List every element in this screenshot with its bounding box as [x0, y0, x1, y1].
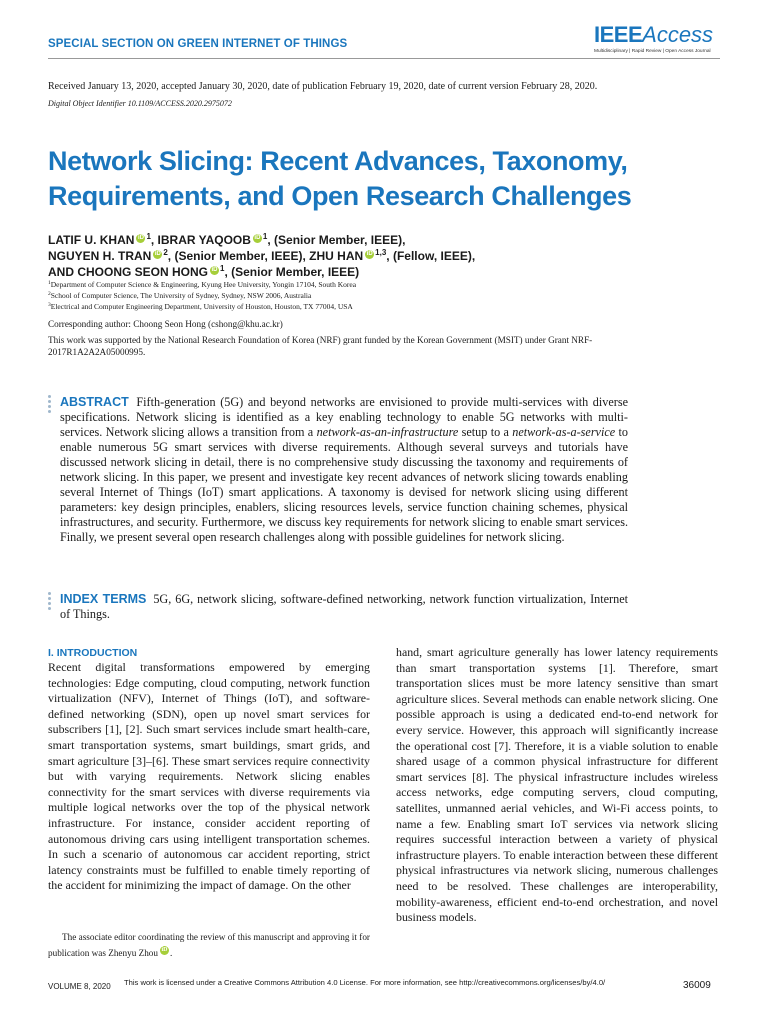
funding-note: This work was supported by the National Research Foundation of Korea (NRF) grant funded by the Korean Government (MSIT) under Grant NRF-2017R1A2A2A05000995. [48, 335, 593, 357]
author-sup: 1 [262, 232, 268, 241]
ieee-access-logo [594, 22, 724, 56]
section-dots-icon [48, 592, 52, 612]
logo-tagline: Multidisciplinary | Rapid Review | Open Access Journal [594, 49, 711, 54]
intro-paragraph: hand, smart agriculture generally has lower latency requirements than smart transportation systems [1]. Therefore, smart transportation slices must be more latency sensitive than smart agriculture slices. Several methods can enable network slicing. One possible approach is using a dedicated end-to-end network for every service. However, this approach will significantly increase the operational cost [7]. Therefore, it is a viable solution to enable shared usage of a common physical infrastructure for different smart services [8]. The physical infrastructure includes wireless access networks, edge computing servers, cloud computing, satellites, unmanned aerial vehicles, and Wi-Fi access points, to name a few. Enabling smart IoT services via network slicing requires successful interaction between a variety of physical infrastructure players. To enable interaction between these different physical infrastructures via network slicing, numerous challenges need to be resolved. These challenges are interoperability, mobility-awareness, efficient end-to-end orchestration, and novel business models. [396, 645, 718, 925]
section-dots-icon [48, 395, 52, 415]
intro-paragraph: Recent digital transformations empowered by emerging technologies: Edge computing, cloud computing, network function virtualization (NFV), Internet of Things (IoT), and software-defined networking (SDN), open up novel smart services for subscribers [1], [2]. Such smart services include smart health-care, smart transportation systems, smart buildings, smart grids, and smart agriculture [3]–[6]. These smart services require connectivity but with varying requirements. Network slicing enables connectivity for the smart services with diverse requirements via multiple logical networks over the top of the physical network infrastructure. For instance, consider accident reporting of autonomous driving cars using intelligent transportation schemes. In such a scenario of autonomous car accident reporting, strict latency constraints must be fulfilled to enable timely reporting of the accident for minimizing the impact of damage. On the other [48, 660, 370, 893]
affiliation-text: Electrical and Computer Engineering Department, University of Houston, Houston, TX 77004, USA [50, 302, 353, 311]
author-role: , (Senior Member, IEEE) [224, 265, 360, 279]
index-terms-text: 5G, 6G, network slicing, software-defined networking, network function virtualization, Internet of Things. [60, 592, 628, 621]
author-name: , IBRAR YAQOOB [150, 233, 251, 247]
abstract-text: setup to a [458, 425, 513, 439]
corresponding-author: Corresponding author: Choong Seon Hong (cshong@khu.ac.kr) [48, 319, 283, 329]
abstract-text: Fifth-generation (5G) and beyond networks are envisioned to provide multi-services with diverse specifications. Network slicing is identified as a key enabling technology to enable 5G networks with multi-services. Network slicing allows a transition from a [60, 395, 629, 439]
footer-volume: VOLUME 8, 2020 [48, 982, 111, 991]
orcid-icon[interactable]: iD [154, 251, 161, 257]
author-role: , (Senior Member, IEEE), [267, 233, 406, 247]
author-name: NGUYEN H. TRAN [48, 249, 152, 263]
author-line-3 [48, 264, 359, 279]
editor-footnote: The associate editor coordinating the review of this manuscript and approving it for publication was Zhenyu Zhou iD . [48, 932, 370, 958]
affiliation-text: Department of Computer Science & Engineering, Kyung Hee University, Yongin 17104, South Korea [50, 280, 357, 289]
abstract [60, 395, 628, 545]
intro-left-column [48, 660, 370, 894]
footnote-text: The associate editor coordinating the review of this manuscript and approving it for publication was Zhenyu Zhou [48, 932, 370, 958]
orcid-icon[interactable]: iD [137, 235, 144, 241]
affiliation [48, 302, 353, 311]
author-sup: 1 [220, 264, 225, 273]
author-role: , (Fellow, IEEE), [386, 249, 476, 263]
orcid-icon[interactable]: iD [211, 267, 218, 273]
affiliation-num: 3 [48, 302, 51, 308]
orcid-icon[interactable]: iD [254, 235, 261, 241]
section-heading: I. INTRODUCTION [48, 647, 138, 659]
affiliation-num: 1 [48, 280, 51, 286]
index-terms-label: INDEX TERMS [60, 592, 147, 606]
author-role: , (Senior Member, IEEE), ZHU HAN [167, 249, 364, 263]
header-rule [48, 58, 720, 59]
intro-right-column [396, 645, 718, 926]
abstract-text: to enable numerous 5G smart services with diverse requirements. Although several surveys and tutorials have discussed network slicing in detail, there is no comprehensive study discussing the taxonomy and requirements of network slicing. In this paper, we present and investigate key recent advances of network slicing towards enabling several Internet of Things (IoT) smart applications. A taxonomy is devised for network slicing using different parameters: key design principles, enablers, slicing resources levels, service function chaining schemes, physical infrastructures, and security. Furthermore, we discuss key requirements for network slicing to enable smart services. Finally, we present several open research challenges along with possible guidelines for network slicing. [60, 425, 629, 544]
index-terms [60, 592, 628, 622]
author-name: LATIF U. KHAN [48, 233, 135, 247]
affiliation [48, 291, 311, 300]
abstract-emphasis: network-as-a-service [512, 425, 616, 439]
abstract-label: ABSTRACT [60, 395, 129, 409]
affiliation [48, 280, 356, 289]
logo-ieee: IEEE [594, 22, 643, 47]
author-line-1 [48, 232, 405, 247]
paper-title: Network Slicing: Recent Advances, Taxonomy, Requirements, and Open Research Challenges [48, 146, 632, 211]
received-dates: Received January 13, 2020, accepted January 30, 2020, date of publication February 19, 2020, date of current version February 28, 2020. [48, 81, 598, 92]
author-line-2 [48, 248, 475, 263]
section-label: SPECIAL SECTION ON GREEN INTERNET OF THINGS [48, 38, 348, 50]
author-name: AND CHOONG SEON HONG [48, 265, 209, 279]
author-sup: 1,3 [375, 248, 387, 257]
affiliation-num: 2 [48, 291, 51, 297]
logo-access: Access [642, 22, 714, 47]
orcid-icon[interactable]: iD [161, 946, 168, 953]
abstract-emphasis: network-as-an-infrastructure [316, 425, 459, 439]
orcid-icon[interactable]: iD [366, 251, 373, 257]
page-number: 36009 [683, 980, 711, 991]
author-sup: 1 [146, 232, 151, 241]
doi: Digital Object Identifier 10.1109/ACCESS.2020.2975072 [48, 99, 232, 108]
affiliation-text: School of Computer Science, The University of Sydney, Sydney, NSW 2006, Australia [50, 291, 312, 300]
author-sup: 2 [163, 248, 168, 257]
footer-license[interactable]: This work is licensed under a Creative Commons Attribution 4.0 License. For more information, see http://creativecommons.org/licenses/by/4.0/ [124, 978, 606, 987]
